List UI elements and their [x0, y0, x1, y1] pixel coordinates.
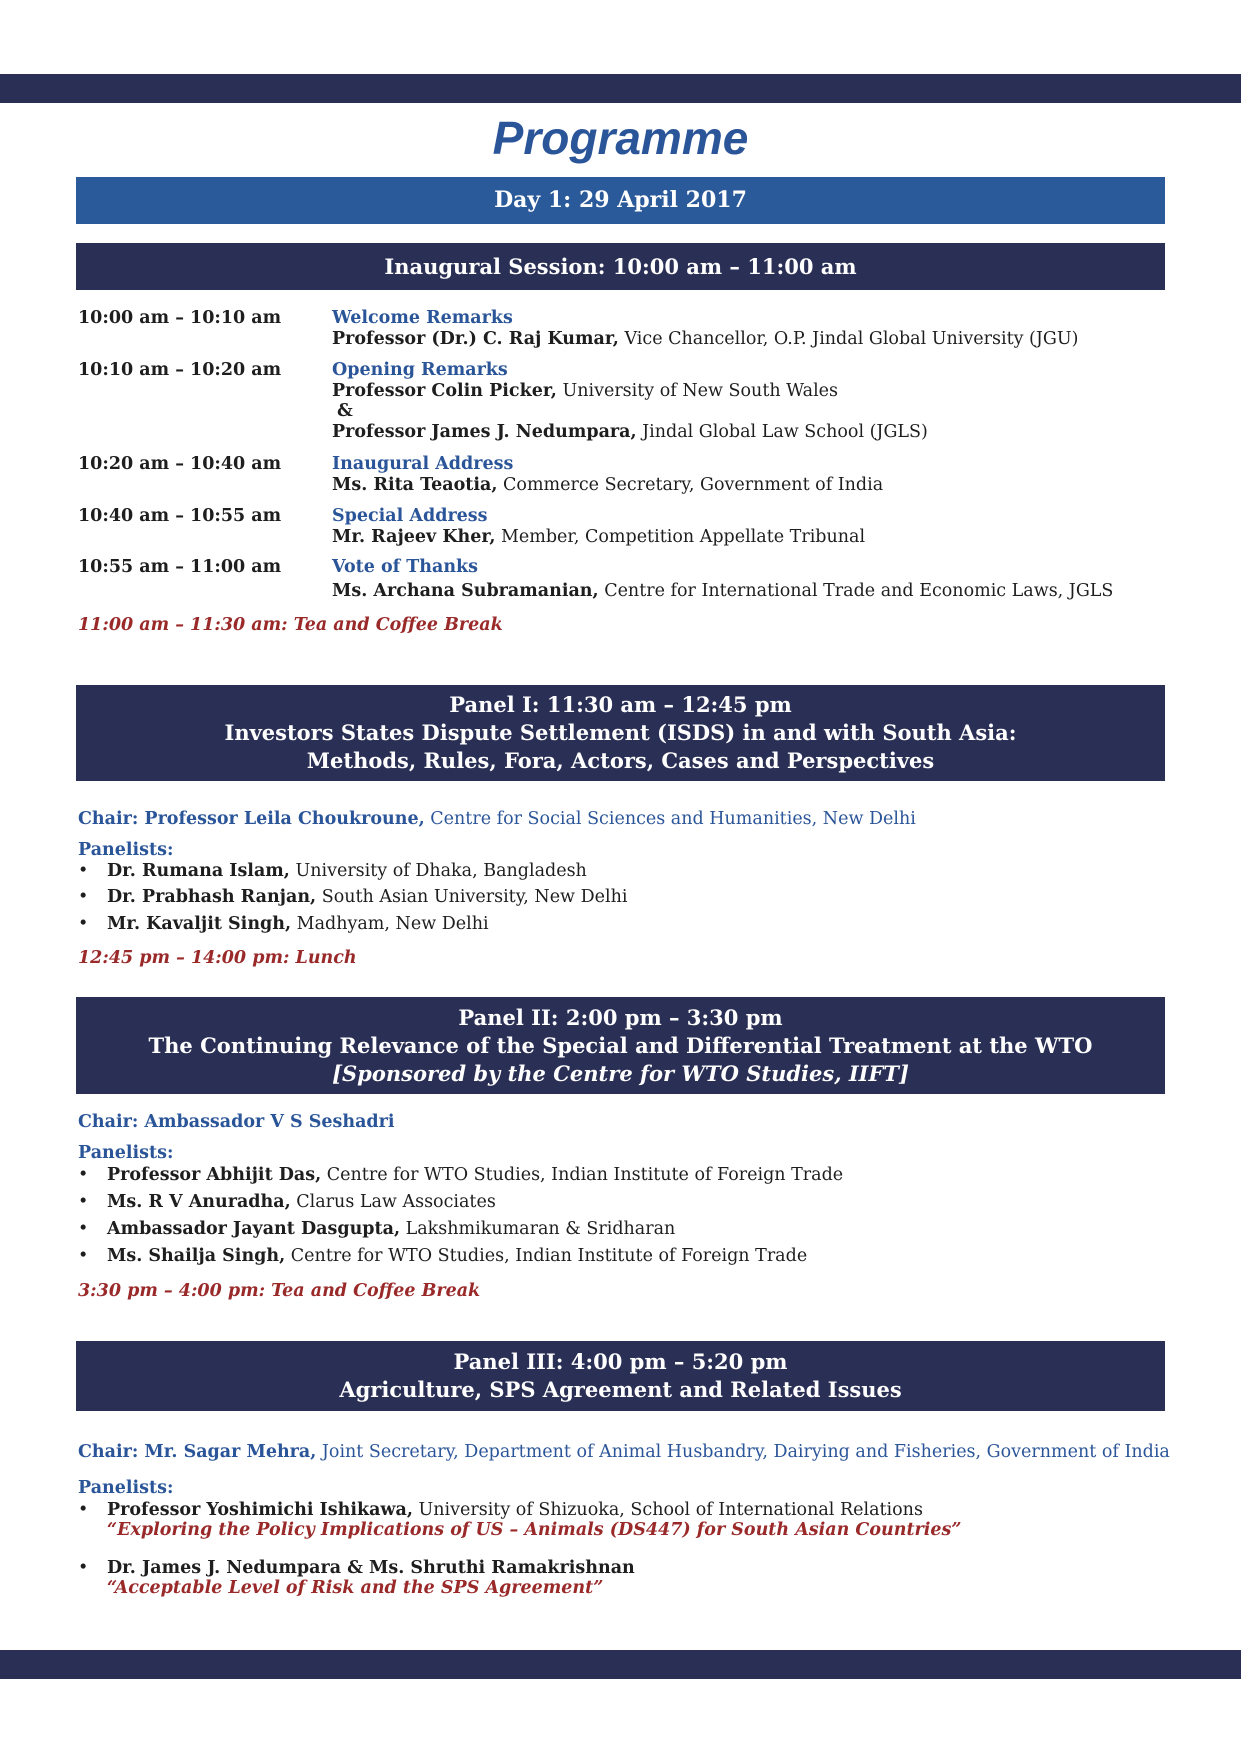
bullet-icon: •: [78, 914, 89, 934]
bullet-icon: •: [78, 1246, 89, 1266]
panel-1-header: [76, 685, 1165, 781]
panelist-affiliation: Centre for WTO Studies, Indian Institute of Foreign Trade: [321, 1165, 844, 1185]
inaugural-label: Vote of Thanks: [332, 557, 479, 577]
bullet-icon: •: [78, 1500, 89, 1520]
bottom-decorative-band: [0, 1650, 1241, 1679]
panel-1-subtitle: Methods, Rules, Fora, Actors, Cases and Perspectives: [306, 748, 935, 773]
panel-3-panelists-heading: Panelists:: [78, 1478, 174, 1498]
panel-2-time: Panel II: 2:00 pm – 3:30 pm: [458, 1004, 783, 1030]
chair-label: Chair: Ambassador V S Seshadri: [78, 1112, 395, 1132]
panel-1-title: Investors States Dispute Settlement (ISDS) in and with South Asia:: [224, 720, 1017, 745]
panel-1-panelists-heading: Panelists:: [78, 840, 174, 860]
panelist-affiliation: Centre for WTO Studies, Indian Institute of Foreign Trade: [285, 1246, 808, 1266]
panel-3-header: [76, 1341, 1165, 1411]
panel-3-title: Agriculture, SPS Agreement and Related Issues: [339, 1377, 902, 1402]
speaker-affiliation: Jindal Global Law School (JGLS): [636, 421, 928, 442]
break-lunch: 12:45 pm – 14:00 pm: Lunch: [78, 948, 357, 968]
ampersand: &: [337, 401, 353, 421]
panel-2-header: [76, 997, 1165, 1094]
panel-1-chair: [78, 808, 916, 830]
panel-1-time: Panel I: 11:30 am – 12:45 pm: [449, 692, 792, 717]
speaker-name: Ms. Rita Teaotia,: [332, 474, 498, 495]
speaker-name: Mr. Rajeev Kher,: [332, 526, 496, 547]
inaugural-time: 10:10 am – 10:20 am: [78, 360, 282, 380]
panelist-name: Mr. Kavaljit Singh,: [107, 914, 292, 934]
panelist-affiliation: University of Shizuoka, School of International Relations: [412, 1500, 923, 1520]
panel-2-sponsor: [Sponsored by the Centre for WTO Studies, IIFT]: [332, 1060, 909, 1086]
inaugural-session-title: Inaugural Session: 10:00 am – 11:00 am: [384, 253, 857, 279]
inaugural-detail: [332, 506, 1162, 547]
inaugural-label: Inaugural Address: [332, 454, 514, 474]
inaugural-detail: [332, 360, 1162, 442]
panelist-name: Ms. Shailja Singh,: [107, 1246, 286, 1266]
panelist-affiliation: Clarus Law Associates: [290, 1192, 496, 1212]
panelist-name: Professor Yoshimichi Ishikawa,: [107, 1500, 413, 1520]
bullet-icon: •: [78, 1219, 89, 1239]
panelist-name: Dr. Rumana Islam,: [107, 861, 290, 881]
panelist-name: Professor Abhijit Das,: [107, 1165, 322, 1185]
top-decorative-band: [0, 74, 1241, 103]
inaugural-time: 10:55 am – 11:00 am: [78, 557, 282, 577]
speaker-affiliation: University of New South Wales: [556, 380, 839, 401]
inaugural-time: 10:40 am – 10:55 am: [78, 506, 282, 526]
panelist-name: Dr. James J. Nedumpara & Ms. Shruthi Ramakrishnan: [107, 1558, 635, 1578]
inaugural-detail: [332, 557, 1162, 601]
chair-label: Chair: Professor Leila Choukroune,: [78, 809, 425, 829]
chair-label: Chair: Mr. Sagar Mehra,: [78, 1442, 317, 1462]
bullet-icon: •: [78, 1192, 89, 1212]
panel-2-panelists-heading: Panelists:: [78, 1143, 174, 1163]
break-tea-coffee: 11:00 am – 11:30 am: Tea and Coffee Break: [78, 615, 503, 635]
speaker-name: Ms. Archana Subramanian,: [332, 580, 599, 601]
speaker-name: Professor (Dr.) C. Raj Kumar,: [332, 328, 619, 349]
bullet-icon: •: [78, 887, 89, 907]
panelist-affiliation: University of Dhaka, Bangladesh: [289, 861, 587, 881]
inaugural-detail: [332, 454, 1162, 495]
inaugural-time: 10:20 am – 10:40 am: [78, 454, 282, 474]
day-header: Day 1: 29 April 2017: [76, 177, 1165, 224]
panel-3-chair: [78, 1441, 1170, 1463]
inaugural-detail: [332, 308, 1162, 349]
break-tea-coffee-2: 3:30 pm – 4:00 pm: Tea and Coffee Break: [78, 1281, 481, 1301]
speaker-name: Professor Colin Picker,: [332, 380, 557, 401]
inaugural-session-header: [76, 243, 1165, 290]
panelist-affiliation: South Asian University, New Delhi: [316, 887, 628, 907]
bullet-icon: •: [78, 1165, 89, 1185]
presentation-topic: “Exploring the Policy Implications of US – Animals (DS447) for South Asian Countries”: [107, 1520, 962, 1540]
speaker-affiliation: Commerce Secretary, Government of India: [497, 474, 884, 495]
panel-2-title: The Continuing Relevance of the Special and Differential Treatment at the WTO: [148, 1032, 1093, 1058]
panel-2-chair: [78, 1111, 395, 1133]
panelist-name: Ambassador Jayant Dasgupta,: [107, 1219, 401, 1239]
inaugural-label: Opening Remarks: [332, 360, 508, 380]
bullet-icon: •: [78, 861, 89, 881]
chair-affiliation: Centre for Social Sciences and Humanities, New Delhi: [424, 809, 916, 829]
panelist-name: Ms. R V Anuradha,: [107, 1192, 291, 1212]
speaker-affiliation: Vice Chancellor, O.P. Jindal Global University (JGU): [618, 328, 1079, 349]
panelist-affiliation: Madhyam, New Delhi: [291, 914, 489, 934]
inaugural-time: 10:00 am – 10:10 am: [78, 308, 282, 328]
inaugural-label: Welcome Remarks: [332, 308, 513, 328]
page-title: Programme: [492, 112, 749, 164]
bullet-icon: •: [78, 1558, 89, 1578]
chair-affiliation: Joint Secretary, Department of Animal Husbandry, Dairying and Fisheries, Government of India: [316, 1442, 1170, 1462]
presentation-topic: “Acceptable Level of Risk and the SPS Agreement”: [107, 1578, 604, 1598]
inaugural-label: Special Address: [332, 506, 488, 526]
speaker-affiliation: Member, Competition Appellate Tribunal: [495, 526, 866, 547]
speaker-affiliation: Centre for International Trade and Economic Laws, JGLS: [598, 580, 1114, 601]
panel-3-time: Panel III: 4:00 pm – 5:20 pm: [453, 1349, 788, 1374]
speaker-name: Professor James J. Nedumpara,: [332, 421, 637, 442]
panelist-name: Dr. Prabhash Ranjan,: [107, 887, 317, 907]
panelist-affiliation: Lakshmikumaran & Sridharan: [400, 1219, 676, 1239]
